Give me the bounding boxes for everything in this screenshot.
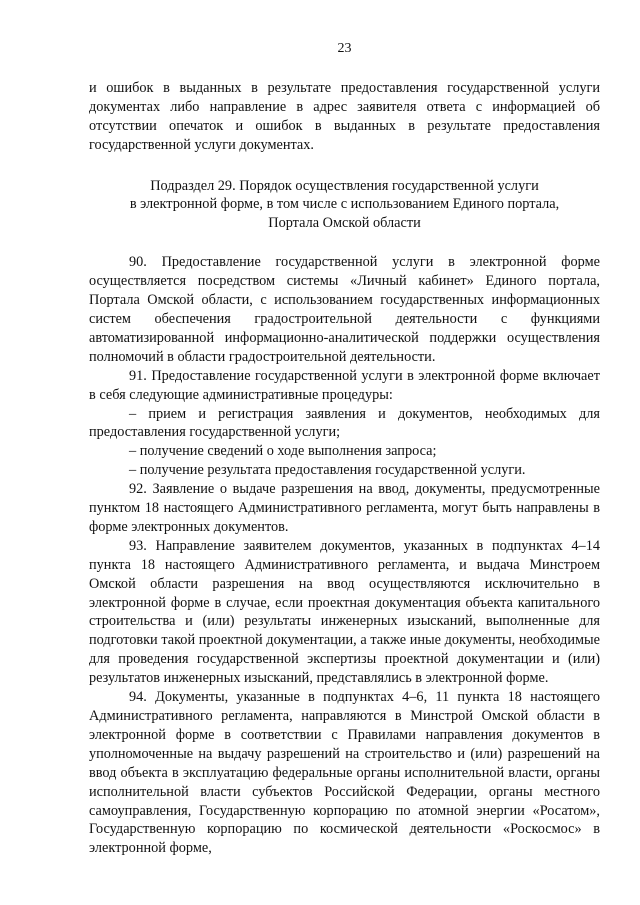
- subsection-heading-line-3: Портала Омской области: [268, 215, 421, 232]
- page-number: 23: [337, 41, 352, 56]
- subsection-heading-line-2: в электронной форме, в том числе с использованием Единого портала,: [129, 196, 560, 213]
- paragraph-91: 91. Предоставление государственной услуги в электронной форме включает в себя следующие административные процедуры:: [89, 367, 600, 403]
- subsection-heading-line-1: Подраздел 29. Порядок осуществления государственной услуги: [150, 177, 539, 194]
- paragraph-90: 90. Предоставление государственной услуги в электронной форме осуществляется посредством системы «Личный кабинет» Единого портала, Портала Омской области, с использованием государственных информационных систем обеспечения градостроительной деятельности с функциями автоматизированной информационно-аналитической поддержки осуществления полномочий в области градостроительной деятельности.: [89, 254, 600, 365]
- paragraph-92: 92. Заявление о выдаче разрешения на ввод, документы, предусмотренные пунктом 18 настоящего Административного регламента, могут быть направлены в форме электронных документов.: [89, 481, 600, 535]
- paragraph-91-item-1: – прием и регистрация заявления и документов, необходимых для предоставления государственной услуги;: [89, 405, 600, 441]
- paragraph-94: 94. Документы, указанные в подпунктах 4–6, 11 пункта 18 настоящего Административного регламента, направляются в Минстрой Омской области в электронной форме в соответствии с Правилами направления документов в уполномоченные на выдачу разрешений на строительство и (или) разрешений на ввод объекта в эксплуатацию федеральные органы исполнительной власти, органы исполнительной власти субъектов Российской Федерации, органы местного самоуправления, Государственную корпорацию по атомной энергии «Росатом», Государственную корпорацию по космической деятельности «Роскосмос» в электронной форме,: [89, 689, 600, 857]
- paragraph-91-item-3: – получение результата предоставления государственной услуги.: [129, 462, 526, 479]
- paragraph-91-item-2: – получение сведений о ходе выполнения запроса;: [129, 443, 437, 460]
- intro-paragraph: и ошибок в выданных в результате предоставления государственной услуги документах либо направление в адрес заявителя ответа с информацией об отсутствии опечаток и ошибок в выданных в результате предоставления государственной услуги документах.: [89, 79, 600, 153]
- subsection-heading: [89, 177, 600, 234]
- paragraph-93: 93. Направление заявителем документов, указанных в подпунктах 4–14 пункта 18 настоящего Административного регламента, и выдача Минстроем Омской области разрешения на ввод осуществляются исключительно в электронной форме в случае, если проектная документация объекта капитального строительства и (или) результаты инженерных изысканий, выполненные для подготовки такой проектной документации, а также иные документы, необходимые для проведения государственной экспертизы проектной документации и (или) результатов инженерных изысканий, представлялись в электронной форме.: [89, 537, 600, 687]
